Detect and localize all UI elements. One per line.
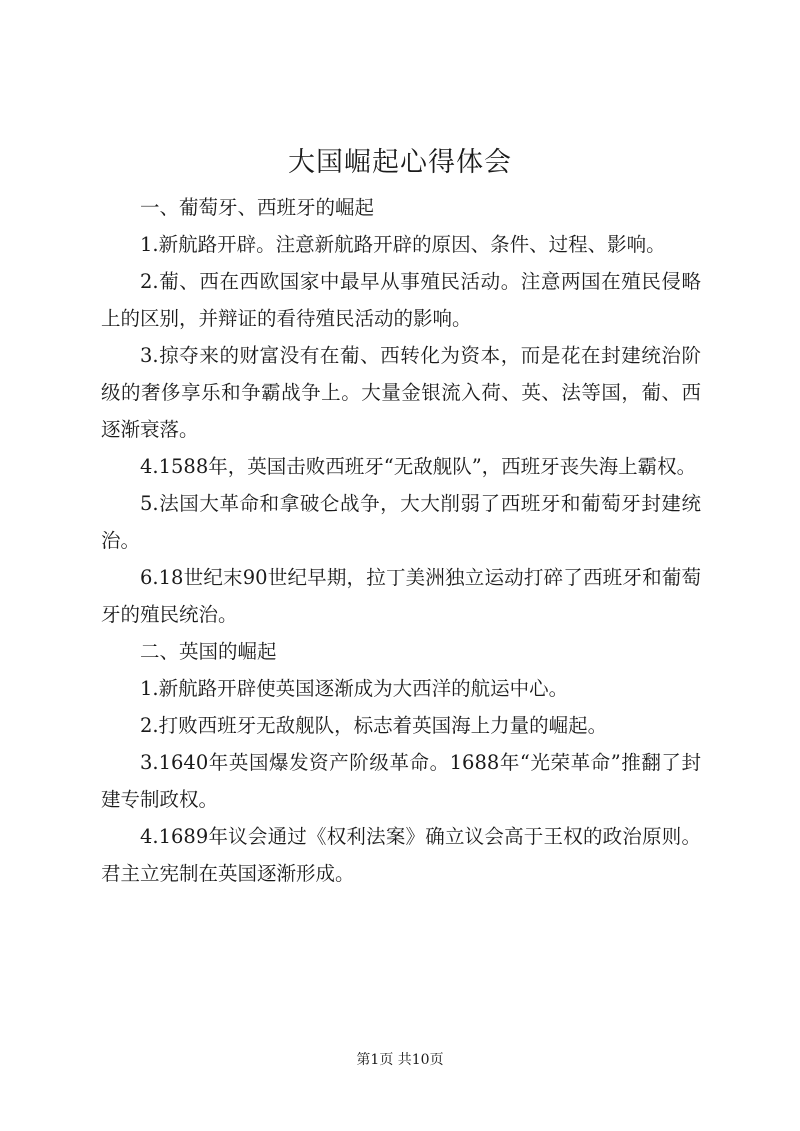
paragraph: 1.新航路开辟使英国逐渐成为大西洋的航运中心。 (140, 677, 569, 700)
paragraph: 6.18世纪末90世纪早期，拉丁美洲独立运动打碎了西班牙和葡萄牙的殖民统治。 (101, 566, 701, 626)
page-footer: 第1页 共10页 (356, 1052, 444, 1068)
paragraph: 3.掠夺来的财富没有在葡、西转化为资本，而是花在封建统治阶级的奢侈享乐和争霸战争上。大量金银流入荷、英、法等国，葡、西逐渐衰落。 (101, 344, 701, 441)
paragraph: 2.葡、西在西欧国家中最早从事殖民活动。注意两国在殖民侵略上的区别，并辩证的看待殖民活动的影响。 (101, 270, 701, 330)
document-body (101, 189, 701, 892)
section-heading: 一、葡萄牙、西班牙的崛起 (140, 196, 375, 219)
section-heading: 二、英国的崛起 (140, 640, 277, 663)
paragraph: 2.打败西班牙无敌舰队，标志着英国海上力量的崛起。 (140, 714, 608, 737)
paragraph: 4.1689年议会通过《权利法案》确立议会高于王权的政治原则。君主立宪制在英国逐渐形成。 (101, 825, 701, 885)
paragraph: 3.1640年英国爆发资产阶级革命。1688年“光荣革命”推翻了封建专制政权。 (101, 751, 701, 811)
document-title: 大国崛起心得体会 (288, 147, 512, 178)
paragraph: 4.1588年，英国击败西班牙“无敌舰队”，西班牙丧失海上霸权。 (140, 455, 697, 478)
paragraph: 5.法国大革命和拿破仑战争，大大削弱了西班牙和葡萄牙封建统治。 (101, 492, 701, 552)
paragraph: 1.新航路开辟。注意新航路开辟的原因、条件、过程、影响。 (140, 233, 666, 256)
